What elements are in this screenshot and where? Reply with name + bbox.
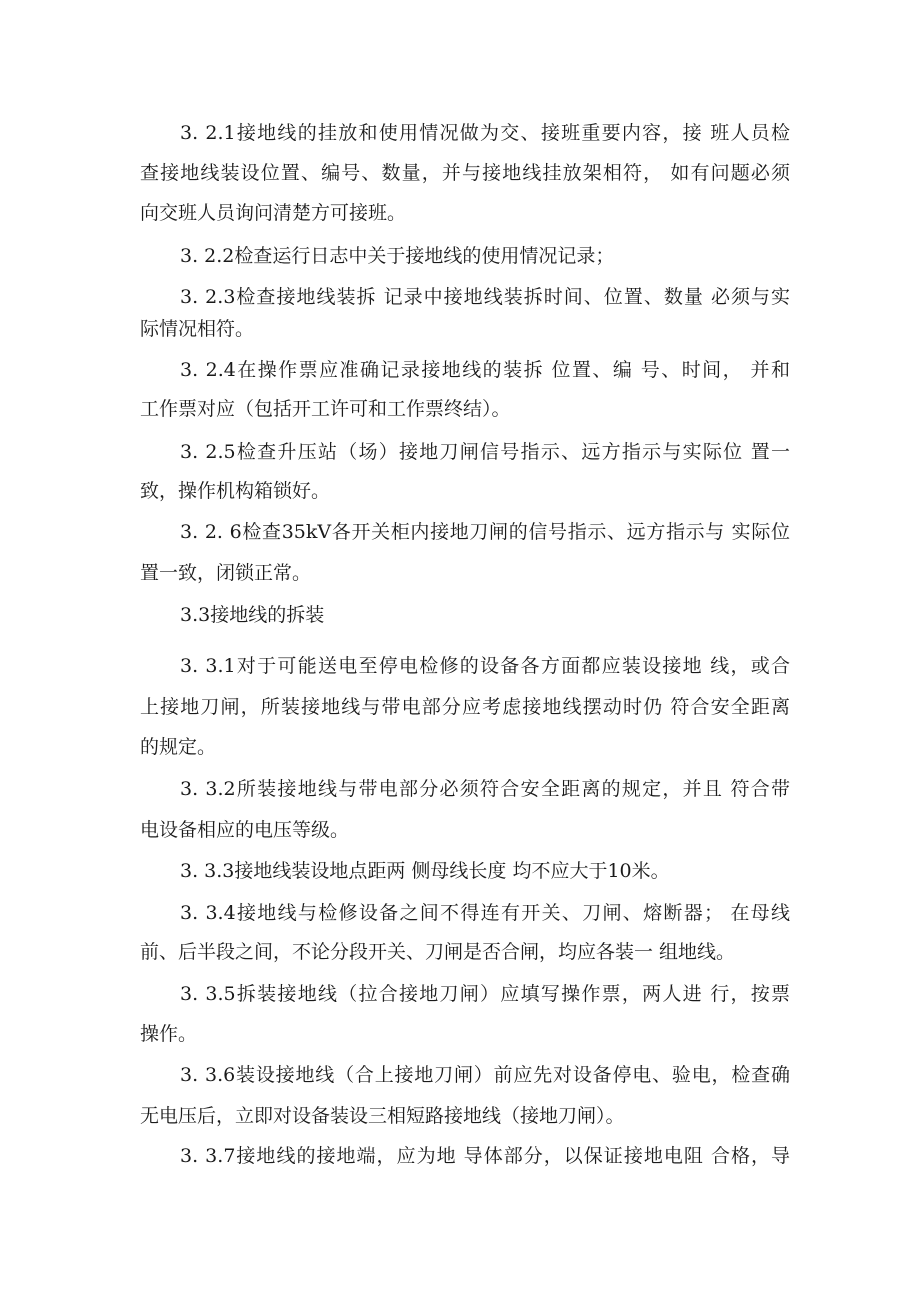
paragraph-line: 3. 3.5拆装接地线（拉合接地刀闸）应填写操作票，两人进 行，按票 — [180, 983, 790, 1005]
paragraph-line: 3. 2.1接地线的挂放和使用情况做为交、接班重要内容，接 班人员检 — [180, 122, 790, 144]
paragraph-line: 3. 3.3接地线装设地点距两 侧母线长度 均不应大于10米。 — [180, 860, 670, 882]
paragraph-line: 3. 2.4在操作票应准确记录接地线的装拆 位置、编 号、时间， 并和 — [180, 359, 790, 381]
paragraph-line: 前、后半段之间，不论分段开关、刀闸是否合闸，均应各装一 组地线。 — [140, 941, 736, 963]
paragraph-line: 3. 3.2所装接地线与带电部分必须符合安全距离的规定，并且 符合带 — [180, 778, 790, 800]
paragraph-line: 3. 3.4接地线与检修设备之间不得连有开关、刀闸、熔断器； 在母线 — [180, 902, 790, 924]
paragraph-line: 3. 2.5检查升压站（场）接地刀闸信号指示、远方指示与实际位 置一 — [180, 441, 790, 463]
paragraph-line: 电设备相应的电压等级。 — [140, 819, 350, 841]
paragraph-line: 际情况相符。 — [140, 318, 255, 340]
paragraph-line: 3. 3.6装设接地线（合上接地刀闸）前应先对设备停电、验电，检查确 — [180, 1064, 790, 1086]
paragraph-line: 工作票对应（包括开工许可和工作票终结）。 — [140, 398, 511, 420]
paragraph-line: 致，操作机构箱锁好。 — [140, 480, 331, 502]
paragraph-line: 操作。 — [140, 1023, 198, 1045]
paragraph-line: 3. 2. 6检查35kV各开关柜内接地刀闸的信号指示、远方指示与 实际位 — [180, 521, 790, 543]
section-heading-text: 3.3接地线的拆装 — [180, 604, 325, 626]
paragraph-line: 查接地线装设位置、编号、数量，并与接地线挂放架相符， 如有问题必须 — [140, 162, 790, 184]
paragraph-line: 上接地刀闸，所装接地线与带电部分应考虑接地线摆动时仍 符合安全距离 — [140, 696, 790, 718]
paragraph-line: 向交班人员询问清楚方可接班。 — [140, 202, 407, 224]
paragraph-line: 3. 2.2检查运行日志中关于接地线的使用情况记录； — [180, 245, 615, 267]
paragraph-line: 3. 3.1对于可能送电至停电检修的设备各方面都应装设接地 线，或合 — [180, 655, 790, 677]
paragraph-line: 无电压后，立即对设备装设三相短路接地线（接地刀闸）。 — [140, 1105, 625, 1127]
paragraph-line: 3. 3.7接地线的接地端，应为地 导体部分，以保证接地电阻 合格，导 — [180, 1145, 790, 1167]
paragraph-line: 置一致，闭锁正常。 — [140, 562, 312, 584]
paragraph-line: 的规定。 — [140, 736, 217, 758]
paragraph-line: 3. 2.3检查接地线装拆 记录中接地线装拆时间、位置、数量 必须与实 — [180, 286, 790, 308]
